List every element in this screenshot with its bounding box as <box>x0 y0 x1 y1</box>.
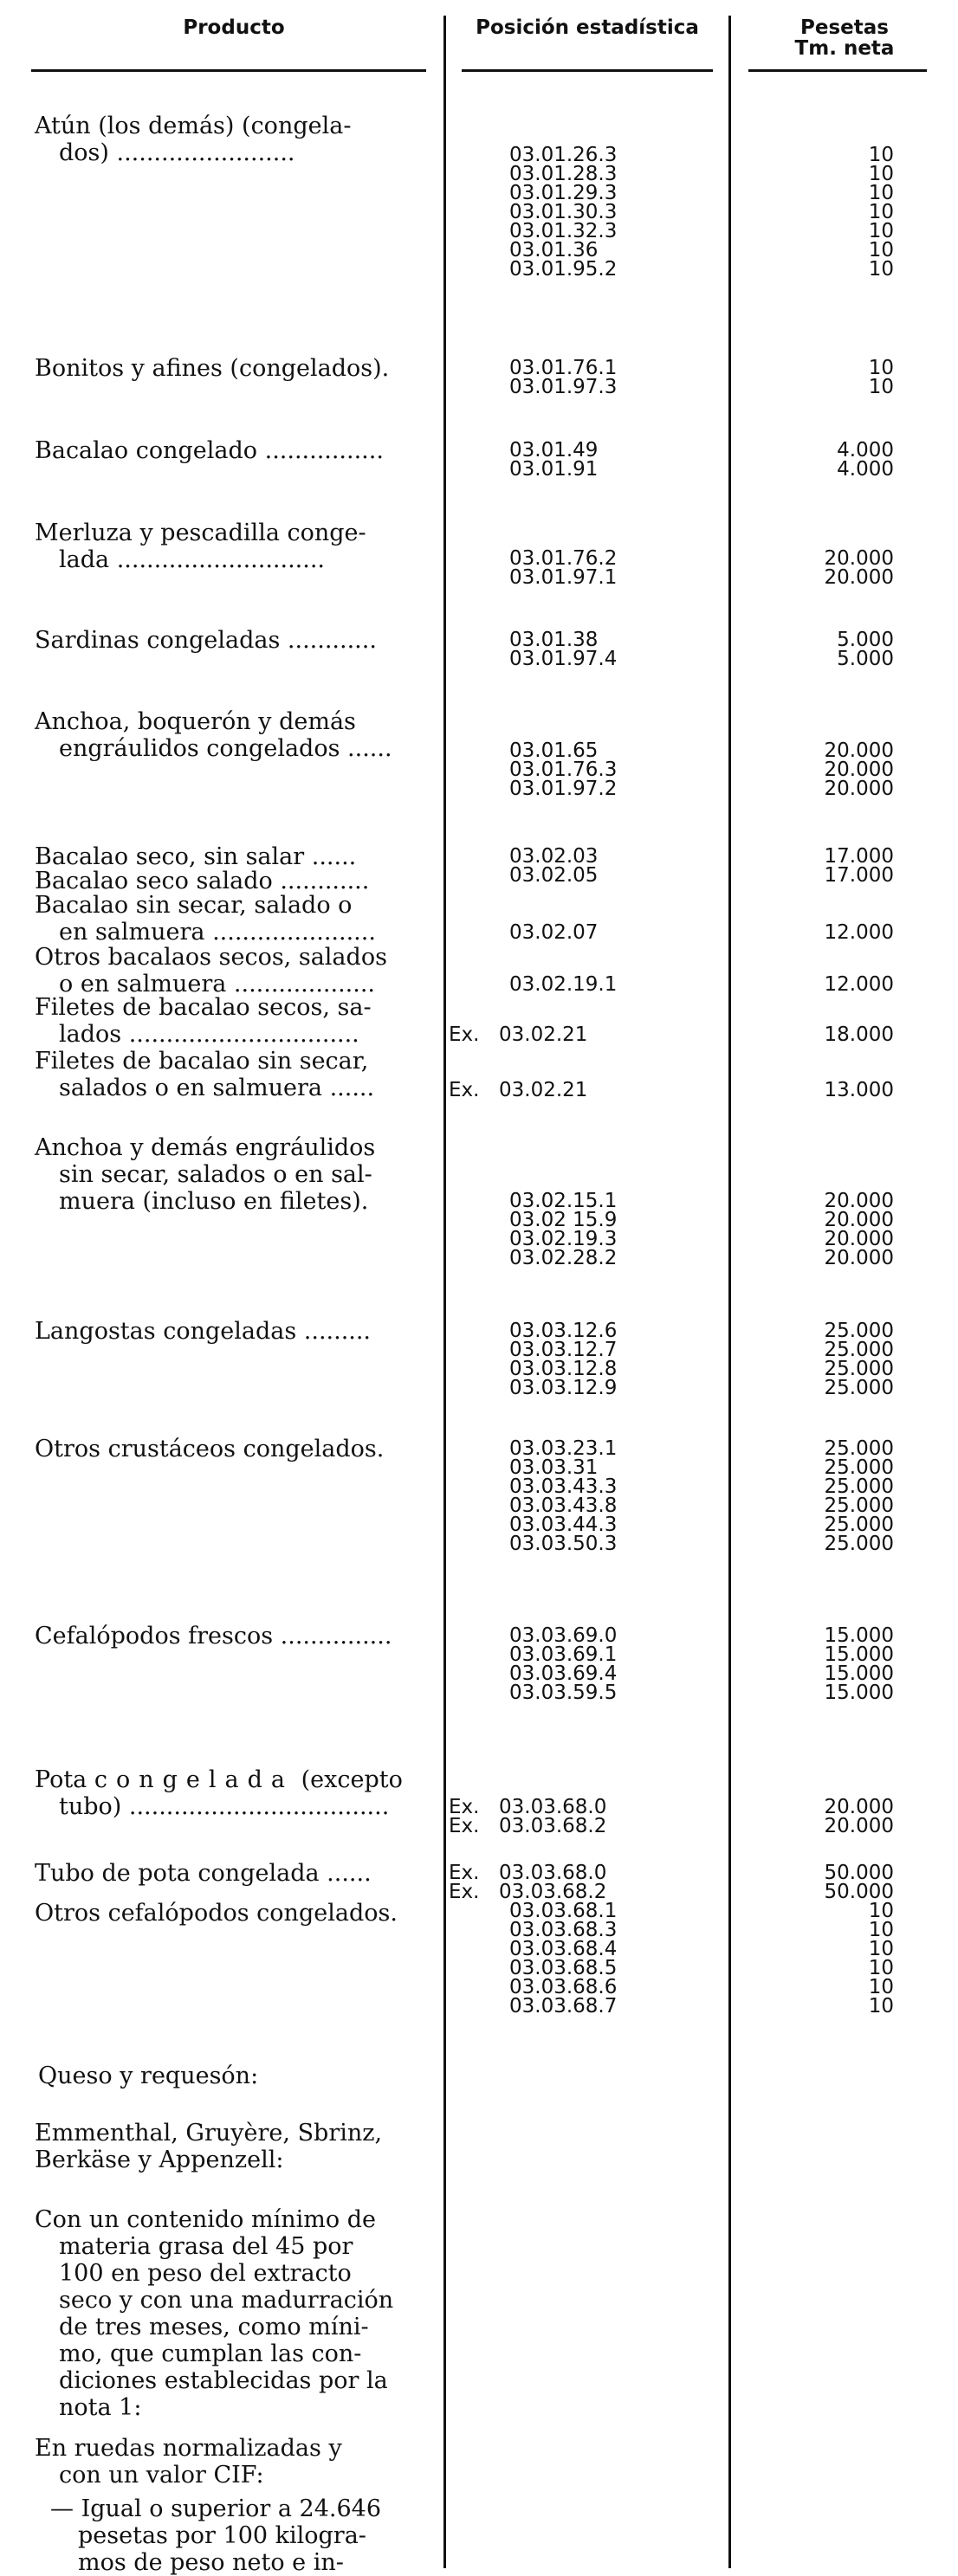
ex-prefix: Ex. <box>449 1862 480 1884</box>
position-code: 03.03.69.1 <box>509 1643 618 1666</box>
position-code: 03.02.15.1 <box>509 1190 618 1212</box>
position-code: 03.03.68.1 <box>509 1900 618 1922</box>
queso-igual <box>50 2495 457 2576</box>
position-code: 03.02 15.9 <box>509 1209 618 1231</box>
row-filetes-sin-secar-positions <box>449 1081 709 1100</box>
product-line: pesetas por 100 kilogra- <box>78 2522 366 2549</box>
value: 10 <box>868 1900 894 1922</box>
product-line: tubo) ................................... <box>59 1793 390 1820</box>
header-pesetas-line1: Pesetas <box>800 16 889 39</box>
value: 12.000 <box>824 973 894 996</box>
row-bacalao-seco-salado-values <box>754 866 894 885</box>
position-code: 03.02.03 <box>509 845 599 868</box>
row-tubo-pota-positions <box>449 1863 709 1901</box>
value: 20.000 <box>824 1209 894 1231</box>
row-anchoa-congelados-values <box>754 741 894 798</box>
value: 25.000 <box>824 1475 894 1498</box>
product-line: Cefalópodos frescos ............... <box>35 1623 392 1650</box>
header-producto: Producto <box>183 16 285 39</box>
position-code: 03.03.68.0 <box>499 1862 607 1884</box>
value: 25.000 <box>824 1514 894 1536</box>
row-bacalao-seco-sin-salar-values <box>754 847 894 866</box>
value: 25.000 <box>824 1437 894 1460</box>
row-filetes-secos-values <box>754 1025 894 1044</box>
position-code: 03.01.32.3 <box>509 220 618 242</box>
ex-prefix: Ex. <box>449 1023 480 1046</box>
value: 20.000 <box>824 1815 894 1837</box>
value: 17.000 <box>824 864 894 887</box>
product-line: Filetes de bacalao secos, sa- <box>35 994 372 1021</box>
ex-prefix: Ex. <box>449 1079 480 1101</box>
product-line: Otros bacalaos secos, salados <box>35 944 387 971</box>
product-line: lados ............................... <box>59 1021 359 1048</box>
position-code: 03.01.76.2 <box>509 547 618 570</box>
product-line: en salmuera ...................... <box>59 919 376 946</box>
value: 18.000 <box>824 1023 894 1046</box>
value: 25.000 <box>824 1495 894 1517</box>
value: 25.000 <box>824 1533 894 1555</box>
position-code: 03.02.21 <box>499 1079 588 1101</box>
row-cefalopodos-frescos-values <box>754 1626 894 1702</box>
position-code: 03.01.76.3 <box>509 759 618 781</box>
value: 10 <box>868 201 894 223</box>
row-bacalao-congelado-product <box>35 437 442 464</box>
header-underline-producto <box>31 69 426 72</box>
product-line: Berkäse y Appenzell: <box>35 2147 284 2173</box>
ex-prefix: Ex. <box>449 1815 480 1837</box>
position-code: 03.03.68.5 <box>509 1957 618 1979</box>
value: 10 <box>868 144 894 166</box>
row-anchoa-congelados-positions <box>459 741 719 798</box>
position-code: 03.02.07 <box>509 921 599 944</box>
product-line: diciones establecidas por la <box>59 2367 388 2394</box>
queso-contenido <box>35 2206 442 2421</box>
position-code: 03.03.69.4 <box>509 1662 618 1685</box>
row-cefalopodos-frescos-product <box>35 1623 442 1650</box>
pota-word: Pota <box>35 1766 87 1793</box>
row-pota-positions <box>449 1798 709 1836</box>
product-line: Anchoa, boquerón y demás <box>35 708 356 735</box>
row-atun-product <box>35 113 442 166</box>
row-cefalopodos-frescos-positions <box>459 1626 719 1702</box>
queso-title <box>38 2063 445 2089</box>
header-underline-posicion <box>462 69 713 72</box>
position-code: 03.01.97.3 <box>509 376 618 398</box>
value: 25.000 <box>824 1320 894 1342</box>
position-code: 03.03.68.2 <box>499 1881 607 1903</box>
value: 10 <box>868 1938 894 1960</box>
product-line: de tres meses, como míni- <box>59 2314 369 2340</box>
position-code: 03.02.19.3 <box>509 1228 618 1250</box>
product-line: Bacalao sin secar, salado o <box>35 892 353 919</box>
product-line: salados o en salmuera ...... <box>59 1075 375 1101</box>
value: 10 <box>868 1919 894 1941</box>
product-line: materia grasa del 45 por <box>59 2233 353 2260</box>
value: 20.000 <box>824 1796 894 1818</box>
row-bonitos-values <box>754 358 894 397</box>
value: 25.000 <box>824 1377 894 1399</box>
position-code: 03.03.68.3 <box>509 1919 618 1941</box>
position-code: 03.03.68.7 <box>509 1995 618 2018</box>
product-line: sin secar, salados o en sal- <box>59 1161 372 1188</box>
product-line: Anchoa y demás engráulidos <box>35 1134 376 1161</box>
product-line: mos de peso neto e in- <box>78 2549 344 2576</box>
row-bonitos-product <box>35 355 442 382</box>
position-code: 03.01.26.3 <box>509 144 618 166</box>
product-line: mo, que cumplan las con- <box>59 2340 362 2367</box>
value: 20.000 <box>824 739 894 762</box>
queso-ruedas <box>35 2435 442 2489</box>
position-code: 03.01.65 <box>509 739 599 762</box>
position-code: 03.02.19.1 <box>509 973 618 996</box>
row-langostas-values <box>754 1321 894 1398</box>
position-code: 03.01.30.3 <box>509 201 618 223</box>
product-line: Otros crustáceos congelados. <box>35 1436 385 1462</box>
header-underline-pesetas <box>748 69 927 72</box>
product-line: Bacalao seco salado ............ <box>35 868 370 894</box>
row-atun-positions <box>459 145 719 279</box>
value: 20.000 <box>824 547 894 570</box>
row-anchoa-sin-secar-product <box>35 1134 442 1215</box>
position-code: 03.03.31 <box>509 1456 599 1479</box>
product-line: Emmenthal, Gruyère, Sbrinz, <box>35 2120 383 2147</box>
value: 50.000 <box>824 1881 894 1903</box>
product-line: Bacalao seco, sin salar ...... <box>35 843 357 870</box>
header-posicion: Posición estadística <box>476 16 699 39</box>
position-code: 03.02.05 <box>509 864 599 887</box>
row-bacalao-seco-sin-salar-product <box>35 843 442 870</box>
position-code: 03.02.28.2 <box>509 1247 618 1269</box>
row-sardinas-positions <box>459 630 719 668</box>
position-code: 03.03.68.6 <box>509 1976 618 1998</box>
value: 10 <box>868 258 894 281</box>
column-divider-left <box>443 16 446 2568</box>
row-bacalao-sin-secar-positions <box>459 923 719 942</box>
value: 20.000 <box>824 1247 894 1269</box>
row-tubo-pota-values <box>754 1863 894 1901</box>
row-filetes-sin-secar-values <box>754 1081 894 1100</box>
row-otros-crustaceos-values <box>754 1439 894 1553</box>
position-code: 03.01.28.3 <box>509 163 618 185</box>
product-line <box>35 1766 442 1793</box>
position-code: 03.01.49 <box>509 439 599 462</box>
row-filetes-secos-product <box>35 994 442 1048</box>
position-code: 03.03.43.8 <box>509 1495 618 1517</box>
value: 50.000 <box>824 1862 894 1884</box>
position-code: 03.01.95.2 <box>509 258 618 281</box>
row-merluza-positions <box>459 549 719 587</box>
value: 10 <box>868 239 894 261</box>
product-line: Filetes de bacalao sin secar, <box>35 1048 369 1075</box>
value: 15.000 <box>824 1682 894 1704</box>
position-code: 03.03.12.6 <box>509 1320 618 1342</box>
product-line: Sardinas congeladas ............ <box>35 627 377 654</box>
value: 20.000 <box>824 566 894 589</box>
queso-emmenthal <box>35 2120 442 2173</box>
position-code: 03.03.50.3 <box>509 1533 618 1555</box>
position-code: 03.03.59.5 <box>509 1682 618 1704</box>
value: 5.000 <box>837 629 894 651</box>
row-bacalao-seco-salado-positions <box>459 866 719 885</box>
position-code: 03.03.44.3 <box>509 1514 618 1536</box>
position-code: 03.01.97.1 <box>509 566 618 589</box>
value: 10 <box>868 357 894 379</box>
product-line: engráulidos congelados ...... <box>59 735 392 762</box>
product-line: Merluza y pescadilla conge- <box>35 520 366 546</box>
product-line: 100 en peso del extracto <box>59 2260 352 2287</box>
value: 10 <box>868 182 894 204</box>
value: 13.000 <box>824 1079 894 1101</box>
position-code: 03.03.12.7 <box>509 1339 618 1361</box>
row-anchoa-sin-secar-positions <box>459 1191 719 1268</box>
row-otros-crustaceos-product <box>35 1436 442 1462</box>
value: 20.000 <box>824 759 894 781</box>
row-otros-bacalaos-positions <box>459 975 719 994</box>
position-code: 03.03.12.8 <box>509 1358 618 1380</box>
product-line: o en salmuera ................... <box>59 971 376 997</box>
ex-prefix: Ex. <box>449 1796 480 1818</box>
ex-prefix: Ex. <box>449 1881 480 1903</box>
row-pota-product <box>35 1766 442 1820</box>
product-line: Bacalao congelado ................ <box>35 437 384 464</box>
product-line: seco y con una madurración <box>59 2287 394 2314</box>
row-langostas-product <box>35 1318 442 1345</box>
value: 5.000 <box>837 648 894 670</box>
row-merluza-values <box>754 549 894 587</box>
row-sardinas-product <box>35 627 442 654</box>
column-divider-right <box>728 16 731 2568</box>
row-bacalao-congelado-values <box>754 441 894 479</box>
product-line: Langostas congeladas ......... <box>35 1318 372 1345</box>
row-anchoa-congelados-product <box>35 708 442 762</box>
value: 4.000 <box>837 439 894 462</box>
value: 4.000 <box>837 458 894 481</box>
position-code: 03.03.68.0 <box>499 1796 607 1818</box>
product-line: Otros cefalópodos congelados. <box>35 1900 398 1927</box>
position-code: 03.03.69.0 <box>509 1624 618 1647</box>
row-otros-bacalaos-product <box>35 944 442 997</box>
row-bacalao-sin-secar-values <box>754 923 894 942</box>
product-line: En ruedas normalizadas y <box>35 2435 342 2462</box>
row-bonitos-positions <box>459 358 719 397</box>
row-otros-cefalopodos-product <box>35 1900 442 1927</box>
position-code: 03.01.97.4 <box>509 648 618 670</box>
value: 20.000 <box>824 778 894 800</box>
product-line: lada ............................ <box>59 546 326 573</box>
row-otros-bacalaos-values <box>754 975 894 994</box>
product-line: nota 1: <box>59 2394 142 2421</box>
value: 10 <box>868 1995 894 2018</box>
position-code: 03.03.23.1 <box>509 1437 618 1460</box>
position-code: 03.01.97.2 <box>509 778 618 800</box>
row-filetes-sin-secar-product <box>35 1048 442 1101</box>
position-code: 03.03.68.2 <box>499 1815 607 1837</box>
value: 20.000 <box>824 1228 894 1250</box>
value: 25.000 <box>824 1456 894 1479</box>
row-otros-cefalopodos-values <box>754 1901 894 2016</box>
value: 12.000 <box>824 921 894 944</box>
pota-excepto: (excepto <box>301 1766 403 1793</box>
row-otros-cefalopodos-positions <box>459 1901 719 2016</box>
row-bacalao-seco-sin-salar-positions <box>459 847 719 866</box>
row-tubo-pota-product <box>35 1860 442 1887</box>
product-line: muera (incluso en filetes). <box>59 1188 369 1215</box>
row-anchoa-sin-secar-values <box>754 1191 894 1268</box>
product-line: dos) ........................ <box>59 139 295 166</box>
header-pesetas <box>771 17 918 59</box>
row-merluza-product <box>35 520 442 573</box>
value: 25.000 <box>824 1358 894 1380</box>
row-langostas-positions <box>459 1321 719 1398</box>
row-bacalao-seco-salado-product <box>35 868 442 894</box>
value: 17.000 <box>824 845 894 868</box>
product-line: Queso y requesón: <box>38 2063 259 2089</box>
position-code: 03.03.43.3 <box>509 1475 618 1498</box>
row-otros-crustaceos-positions <box>459 1439 719 1553</box>
product-line: con un valor CIF: <box>59 2462 264 2489</box>
product-line: Tubo de pota congelada ...... <box>35 1860 372 1887</box>
value: 15.000 <box>824 1662 894 1685</box>
value: 10 <box>868 163 894 185</box>
position-code: 03.01.91 <box>509 458 599 481</box>
pota-spaced-word: congelada <box>94 1766 295 1793</box>
position-code: 03.02.21 <box>499 1023 588 1046</box>
position-code: 03.03.68.4 <box>509 1938 618 1960</box>
product-line: Bonitos y afines (congelados). <box>35 355 390 382</box>
position-code: 03.01.29.3 <box>509 182 618 204</box>
header-pesetas-line2: Tm. neta <box>794 37 895 60</box>
row-bacalao-sin-secar-product <box>35 892 442 946</box>
row-bacalao-congelado-positions <box>459 441 719 479</box>
product-line: Con un contenido mínimo de <box>35 2206 376 2233</box>
position-code: 03.03.12.9 <box>509 1377 618 1399</box>
value: 10 <box>868 220 894 242</box>
value: 10 <box>868 1976 894 1998</box>
position-code: 03.01.76.1 <box>509 357 618 379</box>
value: 10 <box>868 1957 894 1979</box>
row-pota-values <box>754 1798 894 1836</box>
row-atun-values <box>754 145 894 279</box>
position-code: 03.01.36 <box>509 239 599 261</box>
value: 20.000 <box>824 1190 894 1212</box>
row-filetes-secos-positions <box>449 1025 709 1044</box>
value: 15.000 <box>824 1624 894 1647</box>
position-code: 03.01.38 <box>509 629 599 651</box>
value: 25.000 <box>824 1339 894 1361</box>
product-line: Atún (los demás) (congela- <box>35 113 352 139</box>
value: 10 <box>868 376 894 398</box>
product-line: — Igual o superior a 24.646 <box>50 2495 382 2522</box>
value: 15.000 <box>824 1643 894 1666</box>
row-sardinas-values <box>754 630 894 668</box>
